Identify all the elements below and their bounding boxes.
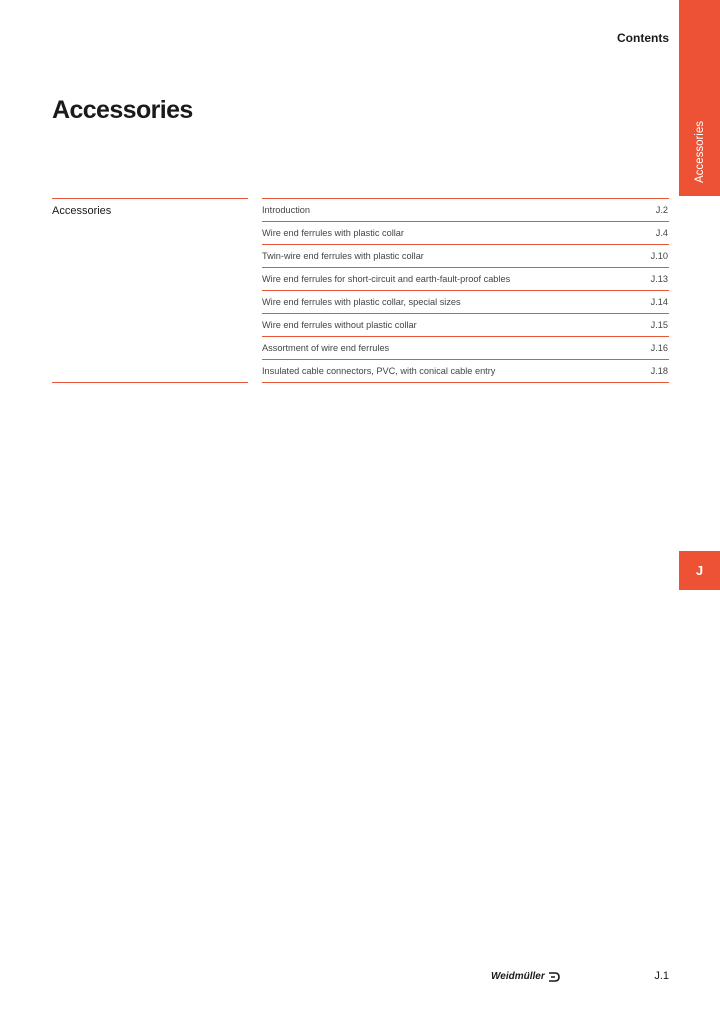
section-label-block — [52, 198, 248, 383]
toc-row[interactable] — [262, 337, 669, 360]
toc-title: Wire end ferrules with plastic collar — [262, 228, 404, 238]
toc-row[interactable] — [262, 222, 669, 245]
toc-title: Wire end ferrules for short-circuit and earth-fault-proof cables — [262, 274, 511, 284]
toc-row[interactable] — [262, 314, 669, 337]
toc-page: J.18 — [650, 366, 668, 376]
toc-title: Wire end ferrules without plastic collar — [262, 320, 417, 330]
brand-logo — [491, 971, 560, 982]
toc-title: Insulated cable connectors, PVC, with conical cable entry — [262, 366, 496, 376]
toc-page: J.14 — [650, 297, 668, 307]
toc-list — [262, 198, 669, 383]
toc-title: Assortment of wire end ferrules — [262, 343, 390, 353]
section-label: Accessories — [52, 205, 112, 217]
toc-row[interactable] — [262, 199, 669, 222]
toc-page: J.15 — [650, 320, 668, 330]
toc-page: J.13 — [650, 274, 668, 284]
toc-row[interactable] — [262, 245, 669, 268]
section-letter-tab[interactable] — [679, 551, 720, 590]
brand-name: Weidmüller — [491, 971, 545, 982]
toc-title: Wire end ferrules with plastic collar, special sizes — [262, 297, 461, 307]
side-tab-label: Accessories — [693, 121, 706, 183]
side-tab-accessories[interactable] — [679, 0, 720, 196]
page-title: Accessories — [52, 96, 193, 124]
toc-page: J.4 — [655, 228, 668, 238]
toc-page: J.2 — [655, 205, 668, 215]
toc-row[interactable] — [262, 360, 669, 382]
toc-page: J.10 — [650, 251, 668, 261]
toc-page: J.16 — [650, 343, 668, 353]
page-number: J.1 — [654, 970, 669, 982]
toc-row[interactable] — [262, 291, 669, 314]
brand-mark-icon — [548, 972, 560, 982]
toc-title: Twin-wire end ferrules with plastic collar — [262, 251, 424, 261]
section-letter-label: J — [695, 563, 704, 578]
header-contents-label: Contents — [617, 31, 669, 45]
toc-row[interactable] — [262, 268, 669, 291]
toc-title: Introduction — [262, 205, 311, 215]
